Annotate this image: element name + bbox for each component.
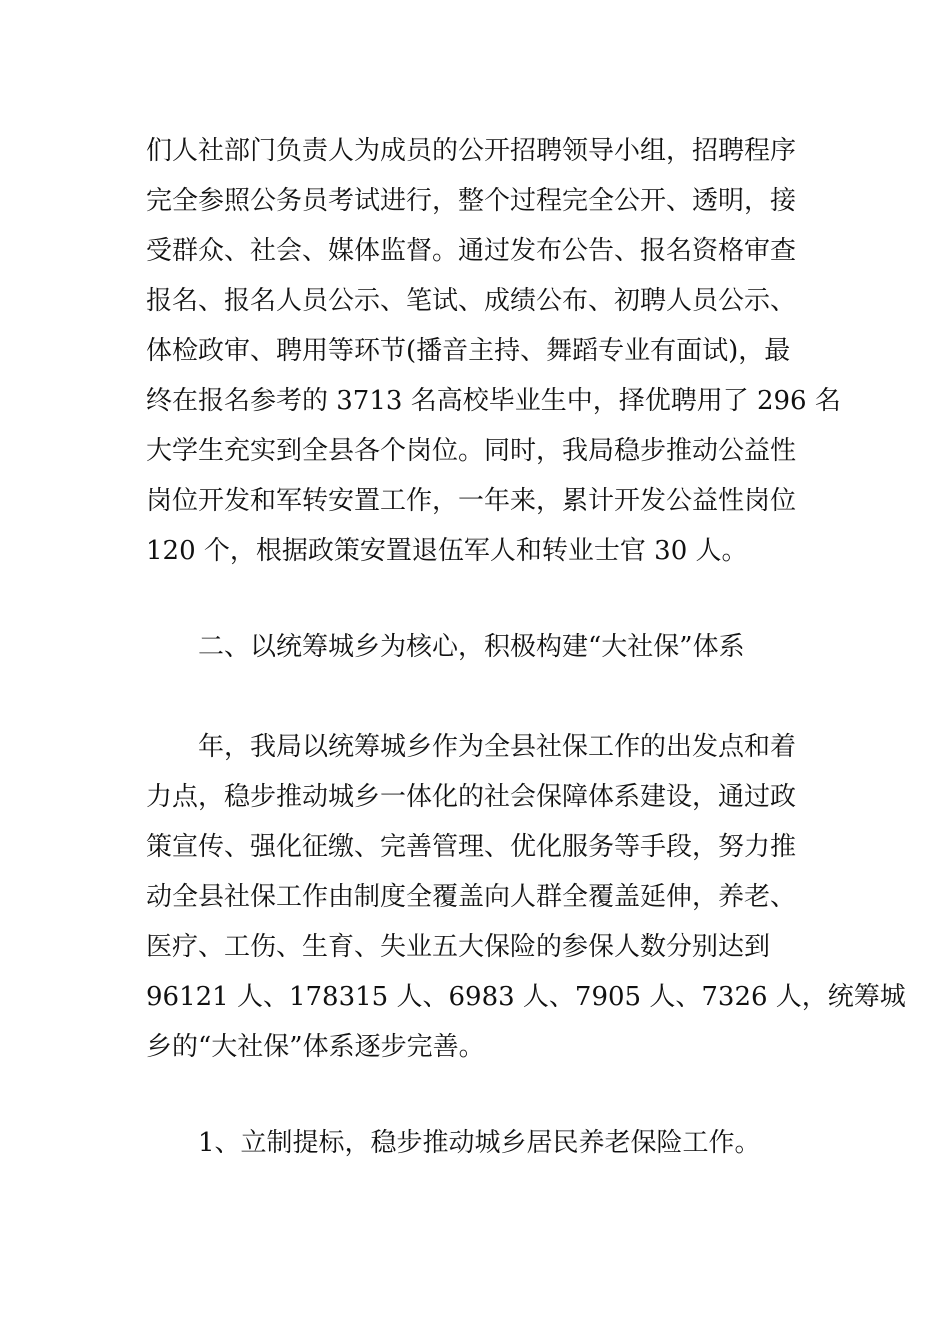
- paragraph-line: 动全县社保工作由制度全覆盖向人群全覆盖延伸，养老、: [146, 882, 797, 912]
- paragraph-line: 们人社部门负责人为成员的公开招聘领导小组，招聘程序: [146, 136, 797, 166]
- subsection-heading-text: 1、立制提标，稳步推动城乡居民养老保险工作。: [198, 1128, 761, 1158]
- paragraph-line: 乡的“大社保”体系逐步完善。: [146, 1032, 485, 1062]
- paragraph-line: 完全参照公务员考试进行，整个过程完全公开、透明，接: [146, 186, 797, 216]
- section-heading-text: 二、以统筹城乡为核心，积极构建“大社保”体系: [198, 632, 745, 662]
- paragraph-line: 大学生充实到全县各个岗位。同时，我局稳步推动公益性: [146, 436, 797, 466]
- section-heading-social-security: [146, 622, 816, 672]
- paragraph-line: 岗位开发和军转安置工作，一年来，累计开发公益性岗位: [146, 486, 797, 516]
- paragraph-line: 120 个，根据政策安置退伍军人和转业士官 30 人。: [146, 536, 748, 566]
- paragraph-line: 报名、报名人员公示、笔试、成绩公布、初聘人员公示、: [146, 286, 797, 316]
- paragraph-line: 96121 人、178315 人、6983 人、7905 人、7326 人，统筹城: [146, 982, 906, 1012]
- paragraph-line: 体检政审、聘用等环节(播音主持、舞蹈专业有面试)，最: [146, 336, 791, 366]
- paragraph-line: 力点，稳步推动城乡一体化的社会保障体系建设，通过政: [146, 782, 797, 812]
- subsection-heading-pension: [146, 1118, 816, 1168]
- paragraph-social-security: [146, 722, 906, 1072]
- paragraph-recruitment: [146, 126, 841, 576]
- paragraph-line: 终在报名参考的 3713 名高校毕业生中，择优聘用了 296 名: [146, 386, 841, 416]
- paragraph-line: 年，我局以统筹城乡作为全县社保工作的出发点和着: [198, 732, 797, 762]
- paragraph-line: 策宣传、强化征缴、完善管理、优化服务等手段，努力推: [146, 832, 797, 862]
- paragraph-line: 医疗、工伤、生育、失业五大保险的参保人数分别达到: [146, 932, 771, 962]
- paragraph-line: 受群众、社会、媒体监督。通过发布公告、报名资格审查: [146, 236, 797, 266]
